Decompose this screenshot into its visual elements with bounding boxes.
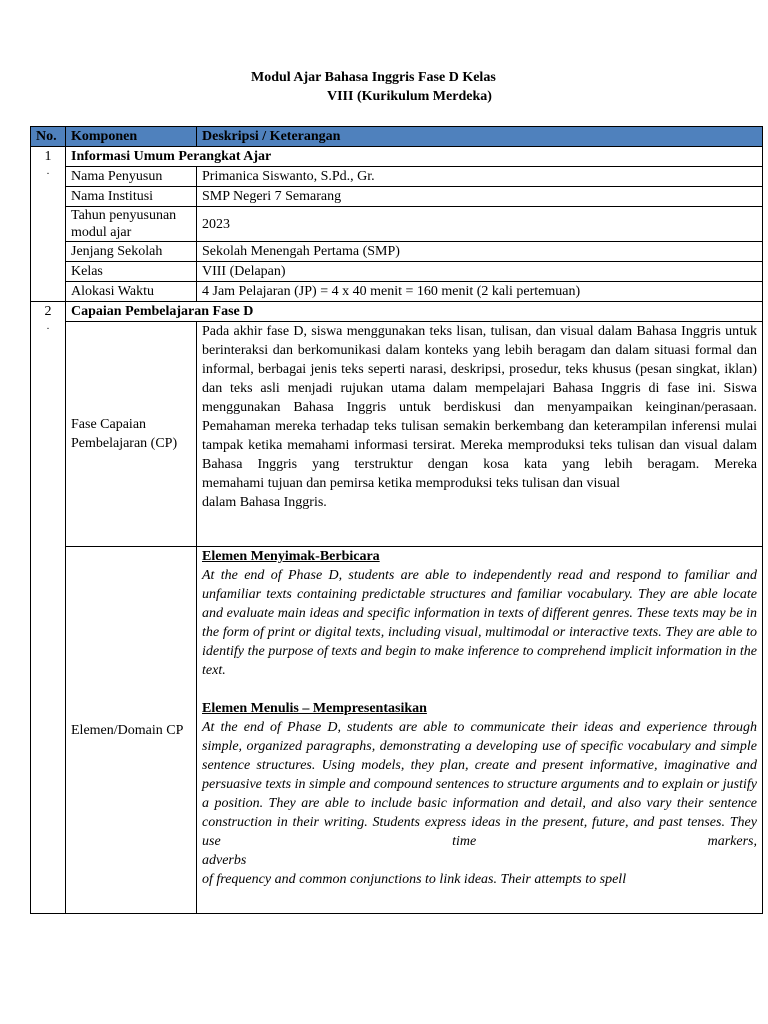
module-table [30, 126, 763, 914]
elemen-text-line: adverbs [202, 853, 247, 868]
description-cell: Sekolah Menengah Pertama (SMP) [197, 242, 763, 262]
table-row [31, 187, 763, 207]
table-row [31, 302, 763, 322]
header-deskripsi: Deskripsi / Keterangan [197, 127, 763, 147]
component-cell: Jenjang Sekolah [66, 242, 197, 262]
component-cell: Alokasi Waktu [66, 282, 197, 302]
header-komponen: Komponen [66, 127, 197, 147]
section-number-cell [31, 302, 66, 914]
table-header-row [31, 127, 763, 147]
section-title: Informasi Umum Perangkat Ajar [66, 147, 763, 167]
description-cell: SMP Negeri 7 Semarang [197, 187, 763, 207]
table-row [31, 282, 763, 302]
section-marker: . [46, 166, 50, 177]
section-number: 2 [44, 304, 52, 319]
component-cell: Elemen/Domain CP [66, 547, 197, 914]
elemen-text: At the end of Phase D, students are able to communicate their ideas and experience through simple, organized paragraphs, demonstrating a developing use of specific vocabulary and simple sentence structures. Using models, they plan, create and present informative, imaginative and persuasive texts in simple and compound sentences to structure arguments and to explain or justify a position. They are able to include basic information and detail, and also vary their sentence construction in their writing. Students express ideas in the present, future, and past tenses. They use time markers, [202, 720, 757, 849]
elemen-block [202, 547, 757, 680]
description-cell [197, 547, 763, 914]
component-cell: Nama Institusi [66, 187, 197, 207]
description-cell: VIII (Delapan) [197, 262, 763, 282]
table-row [31, 322, 763, 547]
section-number-cell [31, 147, 66, 302]
cp-description-line: memahami tujuan dan pemirsa ketika memproduksi teks tulisan dan visual [202, 476, 620, 491]
table-row [31, 547, 763, 914]
description-cell: Primanica Siswanto, S.Pd., Gr. [197, 167, 763, 187]
table-row [31, 147, 763, 167]
component-cell: Fase Capaian Pembelajaran (CP) [66, 322, 197, 547]
component-cell: Kelas [66, 262, 197, 282]
cp-description: Pada akhir fase D, siswa menggunakan teks lisan, tulisan, dan visual dalam Bahasa Inggris untuk berinteraksi dan berkomunikasi dalam konteks yang lebih beragam dan dalam situasi formal dan informal, berbagai jenis teks seperti narasi, deskripsi, prosedur, teks khusus (pesan singkat, iklan) dan teks asli menjadi rujukan utama dalam mempelajari Bahasa Inggris di fase ini. Siswa menggunakan Bahasa Inggris untuk berdiskusi dan menyampaikan keinginan/perasaan. Pemahaman mereka terhadap teks tulisan semakin berkembang dan keterampilan inferensi mulai tampak ketika memahami informasi tersirat. Mereka memproduksi teks tulisan dan visual dalam Bahasa Inggris yang terstruktur dengan kosa kata yang lebih beragam. Mereka [202, 324, 757, 472]
description-cell: 2023 [197, 207, 763, 242]
elemen-text-line: of frequency and common conjunctions to link ideas. Their attempts to spell [202, 872, 627, 887]
elemen-text: At the end of Phase D, students are able to independently read and respond to familiar and unfamiliar texts containing predictable structures and familiar vocabulary. They are able locate and evaluate main ideas and specific information in texts of different genres. These texts may be in the form of print or digital texts, including visual, multimodal or interactive texts. They are able to identify the purpose of texts and begin to make inference to comprehend implicit information in the text. [202, 568, 757, 678]
component-cell: Nama Penyusun [66, 167, 197, 187]
elemen-block [202, 699, 757, 889]
elemen-heading: Elemen Menyimak-Berbicara [202, 549, 380, 564]
table-row [31, 262, 763, 282]
title-line-1: Modul Ajar Bahasa Inggris Fase D Kelas [251, 70, 496, 85]
header-no: No. [31, 127, 66, 147]
component-cell: Tahun penyusunan modul ajar [66, 207, 197, 242]
table-row [31, 207, 763, 242]
section-title: Capaian Pembelajaran Fase D [66, 302, 763, 322]
table-row [31, 242, 763, 262]
title-line-2: VIII (Kurikulum Merdeka) [327, 89, 492, 104]
elemen-heading: Elemen Menulis – Mempresentasikan [202, 701, 427, 716]
section-number: 1 [44, 149, 52, 164]
description-cell [197, 322, 763, 547]
description-cell: 4 Jam Pelajaran (JP) = 4 x 40 menit = 160 menit (2 kali pertemuan) [197, 282, 763, 302]
section-marker: . [46, 321, 50, 332]
cp-description-line: dalam Bahasa Inggris. [202, 495, 327, 510]
table-row [31, 167, 763, 187]
